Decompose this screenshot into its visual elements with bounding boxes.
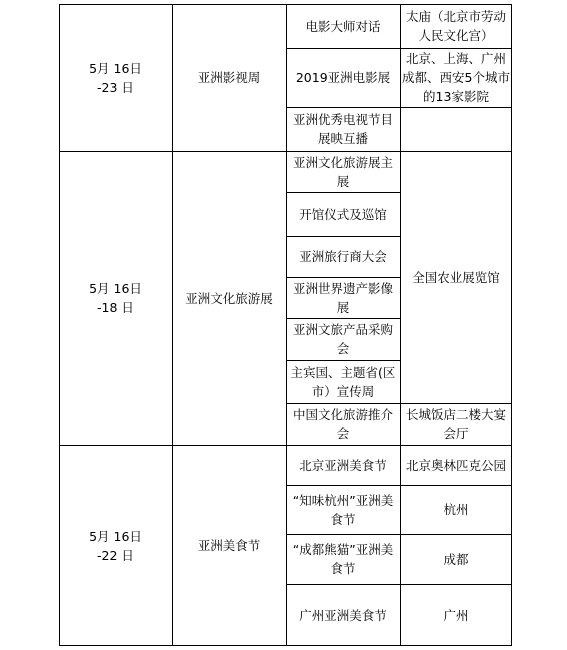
table-divider [286,48,512,49]
venue-name: 长城饭店二楼大宴会厅 [405,407,506,441]
venue-name: 成都 [443,551,469,567]
event-name: 电影大师对话 [305,18,381,34]
table-border [59,4,512,5]
table-divider [286,107,512,108]
table-divider [59,445,512,446]
table-divider [286,236,400,237]
venue-name: 广州 [443,607,469,623]
venue-name: 杭州 [443,502,469,517]
table-divider [286,192,400,193]
table-divider [400,4,401,646]
table-divider [286,584,512,585]
event-name: 亚洲优秀电视节目展映互播 [292,112,393,146]
date-cell [59,4,172,151]
date-range-start: 5月 16日 [89,281,142,296]
table-divider [286,360,400,361]
venue-name: 全国农业展览馆 [412,269,500,285]
event-name: 亚洲旅行商大会 [299,249,387,264]
date-range-start: 5月 16日 [89,528,142,544]
event-name: “知味杭州”亚洲美食节 [292,492,394,527]
section-name: 亚洲影视周 [197,70,261,85]
table-divider [172,4,173,646]
event-name: 亚洲文化旅游展主展 [292,154,393,189]
table-divider [286,485,512,486]
event-name: 北京亚洲美食节 [299,457,387,473]
event-name: 亚洲文旅产品采购会 [292,322,393,356]
table-border [59,4,60,646]
table-divider [59,151,512,152]
event-name: 主宾国、主题省(区市）宣传周 [290,364,396,399]
table-divider [286,277,400,278]
table-divider [286,534,512,535]
date-range-end: -23 日 [97,79,134,95]
table-border [511,4,512,646]
date-cell [59,445,172,646]
table-divider [286,4,287,646]
event-name: 2019亚洲电影展 [295,70,391,85]
date-range-end: -18 日 [97,300,134,315]
event-name: 亚洲世界遗产影像展 [292,280,393,315]
section-name: 亚洲文化旅游展 [185,290,273,306]
event-name: 中国文化旅游推介会 [292,407,393,441]
table-divider [286,403,512,404]
event-name: 广州亚洲美食节 [299,607,387,623]
section-name: 亚洲美食节 [197,538,261,553]
venue-name [400,107,512,151]
date-range-start: 5月 16日 [89,60,142,76]
event-name: “成都熊猫”亚洲美食节 [292,542,394,576]
date-cell [59,151,172,445]
venue-name: 太庙（北京市劳动人民文化宫） [405,9,506,43]
table-border [59,645,512,646]
table-divider [286,318,400,319]
event-name: 开馆仪式及巡馆 [299,206,387,222]
venue-name: 北京、上海、广州成都、西安5个城市的13家影院 [402,51,510,104]
venue-name: 北京奥林匹克公园 [405,457,506,473]
date-range-end: -22 日 [97,547,134,563]
